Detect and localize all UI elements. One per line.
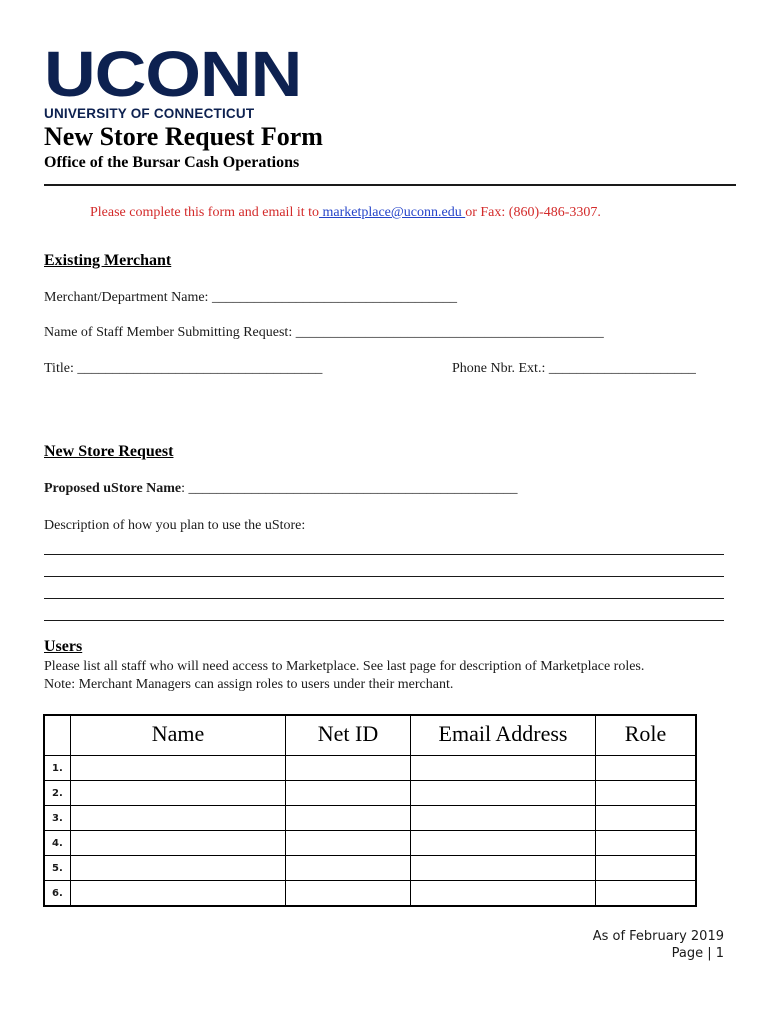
staff-name-field[interactable] (44, 325, 604, 341)
column-header-netid: Net ID (286, 715, 411, 756)
role-cell[interactable] (596, 856, 697, 881)
title-blank[interactable]: ___________________________________ (77, 361, 323, 376)
table-row (44, 831, 696, 856)
staff-name-blank[interactable]: ____________________________________________ (295, 325, 604, 340)
netid-cell[interactable] (286, 881, 411, 907)
netid-cell[interactable] (286, 756, 411, 781)
name-cell[interactable] (71, 881, 286, 907)
section-heading-existing-merchant: Existing Merchant (44, 252, 172, 269)
table-row (44, 781, 696, 806)
users-instructions-line2: Note: Merchant Managers can assign roles to users under their merchant. (44, 677, 454, 692)
email-cell[interactable] (411, 806, 596, 831)
row-number-header (44, 715, 71, 756)
name-cell[interactable] (71, 856, 286, 881)
form-subtitle: Office of the Bursar Cash Operations (44, 154, 300, 171)
merchant-name-label: Merchant/Department Name: (44, 290, 209, 305)
email-cell[interactable] (411, 831, 596, 856)
proposed-store-label: Proposed uStore Name (44, 481, 182, 496)
row-number: 1. (44, 756, 71, 781)
name-cell[interactable] (71, 756, 286, 781)
table-row (44, 756, 696, 781)
role-cell[interactable] (596, 756, 697, 781)
proposed-store-blank[interactable]: _______________________________________________ (188, 481, 518, 496)
email-cell[interactable] (411, 856, 596, 881)
merchant-name-blank[interactable]: ___________________________________ (211, 290, 457, 305)
page-number: Page | 1 (671, 946, 724, 961)
description-line[interactable] (44, 598, 724, 599)
title-label: Title: (44, 361, 74, 376)
users-instructions (44, 658, 644, 694)
staff-name-label: Name of Staff Member Submitting Request: (44, 325, 293, 340)
users-table (43, 714, 697, 907)
phone-field[interactable] (452, 361, 696, 377)
column-header-role: Role (596, 715, 697, 756)
email-cell[interactable] (411, 881, 596, 907)
users-table-header (44, 715, 696, 756)
instructions-fax: or Fax: (860)-486-3307. (465, 205, 601, 220)
name-cell[interactable] (71, 831, 286, 856)
phone-blank[interactable]: _____________________ (548, 361, 696, 376)
email-link[interactable]: marketplace@uconn.edu (319, 205, 466, 220)
description-line[interactable] (44, 620, 724, 621)
description-label: Description of how you plan to use the uStore: (44, 518, 306, 533)
row-number: 6. (44, 881, 71, 907)
logo-subtitle: UNIVERSITY OF CONNECTICUT (44, 106, 255, 121)
description-line[interactable] (44, 554, 724, 555)
row-number: 4. (44, 831, 71, 856)
table-row (44, 806, 696, 831)
instructions-text: Please complete this form and email it to (90, 205, 319, 220)
role-cell[interactable] (596, 806, 697, 831)
netid-cell[interactable] (286, 806, 411, 831)
section-heading-new-store: New Store Request (44, 443, 174, 460)
netid-cell[interactable] (286, 781, 411, 806)
row-number: 5. (44, 856, 71, 881)
section-heading-users: Users (44, 638, 83, 655)
users-instructions-line1: Please list all staff who will need access to Marketplace. See last page for description of Marketplace roles. (44, 659, 645, 674)
form-title: New Store Request Form (44, 122, 323, 151)
role-cell[interactable] (596, 881, 697, 907)
page-footer (593, 928, 724, 962)
netid-cell[interactable] (286, 831, 411, 856)
name-cell[interactable] (71, 781, 286, 806)
logo-wordmark: UCONN (44, 38, 302, 110)
phone-label: Phone Nbr. Ext.: (452, 361, 546, 376)
email-cell[interactable] (411, 756, 596, 781)
merchant-name-field[interactable] (44, 290, 457, 306)
uconn-logo (44, 38, 302, 121)
role-cell[interactable] (596, 831, 697, 856)
header-divider (44, 184, 736, 186)
row-number: 2. (44, 781, 71, 806)
instructions (90, 205, 601, 221)
name-cell[interactable] (71, 806, 286, 831)
description-lines[interactable] (44, 540, 724, 642)
table-row (44, 856, 696, 881)
description-line[interactable] (44, 576, 724, 577)
proposed-store-colon: : (181, 481, 186, 496)
email-cell[interactable] (411, 781, 596, 806)
proposed-store-field[interactable] (44, 481, 518, 497)
table-row (44, 881, 696, 907)
revision-date: As of February 2019 (592, 929, 724, 944)
title-field[interactable] (44, 361, 322, 377)
column-header-name: Name (71, 715, 286, 756)
column-header-email: Email Address (411, 715, 596, 756)
netid-cell[interactable] (286, 856, 411, 881)
role-cell[interactable] (596, 781, 697, 806)
row-number: 3. (44, 806, 71, 831)
